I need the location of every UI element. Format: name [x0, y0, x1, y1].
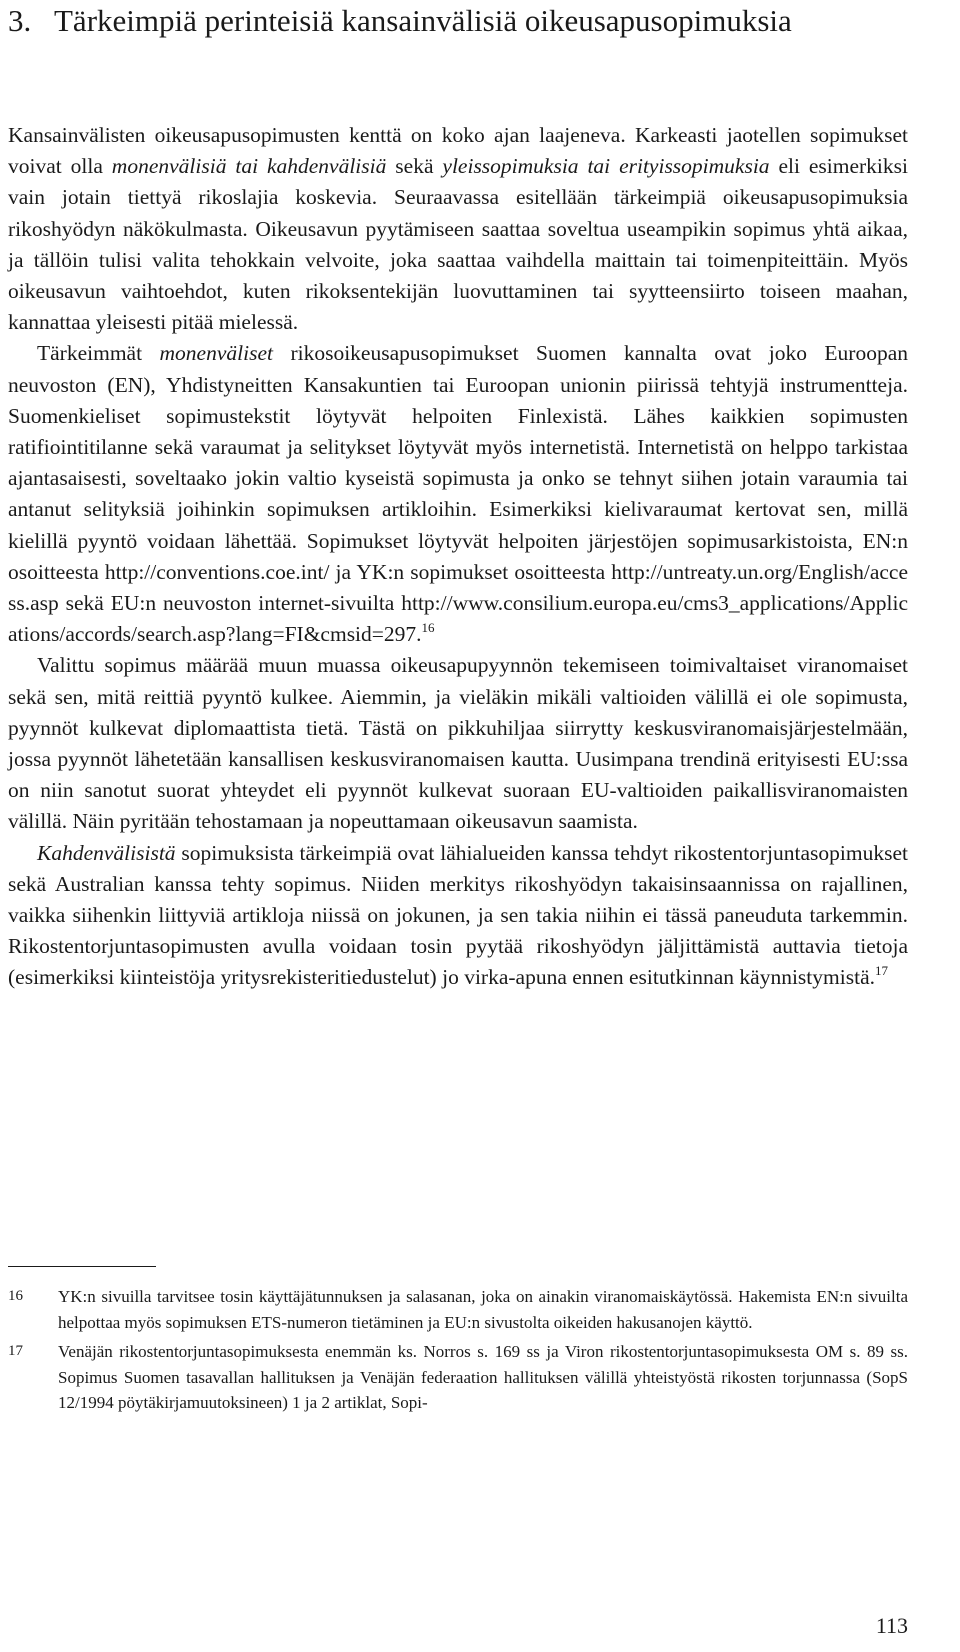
footnote-text: YK:n sivuilla tarvitsee tosin käyttäjätunnuksen ja salasanan, joka on ainakin viranomaiskäytössä. Hakemista EN:n sivuilta helpottaa myös sopimuksen ETS-numeron tietäminen ja EU:n sivustolta oikeiden hakusanojen käyttö. — [58, 1287, 908, 1332]
paragraph-2-text-a: Tärkeimmät — [37, 341, 160, 366]
body-text — [8, 120, 908, 994]
paragraph-1-text-b: sekä — [386, 154, 443, 179]
footnote-text: Venäjän rikostentorjuntasopimuksesta enemmän ks. Norros s. 169 ss ja Viron rikostentorjuntasopimuksesta OM s. 89 ss. Sopimus Suomen tasavallan hallituksen ja Venäjän federaation hallituksen välillä yhteistyöstä rikosten torjunnassa (SopS 12/1994 pöytäkirjamuutoksineen) 1 ja 2 artiklat, Sopi- — [58, 1342, 908, 1412]
footnote-number: 16 — [8, 1288, 23, 1304]
paragraph-3: Valittu sopimus määrää muun muassa oikeusapupyynnön tekemiseen toimivaltaiset viranomaiset sekä sen, mitä reittiä pyyntö kulkee. Aiemmin, ja vieläkin mikäli valtioiden välillä ei ole sopimusta, pyynnöt kulkevat diplomaattista tietä. Tästä on pikkuhiljaa siirrytty keskusviranomaisjärjestelmään, jossa pyynnöt lähetetään kansallisen keskusviranomaisen kautta. Uusimpana trendinä erityisesti EU:ssa on niin sanotut suorat yhteydet eli pyynnöt kulkevat suoraan EU-valtioiden paikallisviranomaisten välillä. Näin pyritään tehostamaan ja nopeuttamaan oikeusavun saamista. — [8, 653, 908, 834]
paragraph-2-text-b: rikosoikeusapusopimukset Suomen kannalta ovat joko Euroopan neuvoston (EN), Yhdistyneitten Kansakuntien tai Euroopan unionin piirissä tehtyjä instrumentteja. Suomenkieliset sopimustekstit löytyvät helpoiten Finlexistä. Lähes kaikkien sopimusten ratifiointitilanne sekä varaumat ja selitykset löytyvät myös internetistä. Internetistä on helppo tarkistaa ajantasaisesti, soveltaako jokin valtio kyseistä sopimusta ja onko se tehnyt siihen jotain varaumia tai antanut selityksiä joihinkin sopimuksen artikloihin. Esimerkiksi kielivaraumat kertovat sen, millä kielillä pyyntö voidaan lähettää. Sopimukset löytyvät helpoiten järjestöjen sopimusarkistoista, EN:n osoitteesta — [8, 341, 908, 584]
page-number: 113 — [875, 1613, 908, 1638]
paragraph-1-text-c: eli esimerkiksi vain jotain tiettyä rikoslajia koskevia. Seuraavassa esitellään tärkeimpiä oikeusapusopimuksia rikoshyödyn näkökulmasta. Oikeusavun pyytämiseen saattaa soveltua useampikin sopimus yhtä aikaa, ja tällöin tulisi valita tehokkain velvoite, joka saattaa vaihdella maittain tai toimenpiteittäin. Myös oikeusavun vaihtoehdot, kuten rikoksentekijän luovuttaminen tai syytteensiirto toiseen maahan, kannattaa yleisesti pitää mielessä. — [8, 154, 908, 335]
footnote-number: 17 — [8, 1343, 23, 1359]
paragraph-1 — [8, 120, 908, 338]
footnote-16 — [8, 1284, 908, 1335]
paragraph-4 — [8, 838, 908, 994]
paragraph-2-text-c: ja YK:n sopimukset osoitteesta — [329, 559, 612, 584]
url-coe: http://conventions.coe.int/ — [104, 559, 330, 584]
section-heading — [8, 2, 908, 40]
paragraph-2-text-d: sekä EU:n neuvoston internet-sivuilta — [58, 591, 402, 616]
footnote-divider — [8, 1266, 156, 1267]
paragraph-4-text: sopimuksista tärkeimpiä ovat lähialueiden kanssa tehdyt rikostentorjuntasopimukset sekä Australian kanssa tehty sopimus. Niiden merkitys rikoshyödyn takaisinsaannissa on rajallinen, vaikka siihenkin liittyviä artikloja niissä on jokunen, ja sen takia niihin ei tässä paneuduta tarkemmin. Rikostentorjuntasopimusten avulla voidaan tosin pyytää rikoshyödyn jäljittämistä auttavia tietoja (esimerkiksi kiinteistöja yritysrekisteritiedustelut) jo virka-apuna ennen esitutkinnan käynnistymistä. — [8, 840, 908, 990]
paragraph-1-text-a: Kansainvälisten oikeusapusopimusten kenttä on koko ajan laajeneva. Karkeasti jaotellen sopimukset voivat olla — [8, 123, 908, 179]
footnote-ref-16: 16 — [421, 620, 435, 636]
paragraph-2-emphasis: monenväliset — [159, 341, 273, 366]
footnote-17 — [8, 1339, 908, 1416]
footnotes — [8, 1284, 908, 1420]
paragraph-4-emphasis: Kahdenvälisistä — [37, 840, 176, 865]
url-untreaty: http://untreaty.un.org/English/access.asp — [8, 559, 908, 616]
paragraph-1-emphasis-b: yleissopimuksia tai erityissopimuksia — [442, 154, 770, 179]
section-title: Tärkeimpiä perinteisiä kansainvälisiä oikeusapusopimuksia — [54, 3, 792, 38]
url-consilium: http://www.consilium.europa.eu/cms3_applications/Applications/accords/search.asp?lang=FI&cmsid=297. — [8, 591, 908, 647]
paragraph-2 — [8, 338, 908, 650]
paragraph-1-emphasis-a: monenvälisiä tai kahdenvälisiä — [111, 154, 387, 179]
footnote-ref-17: 17 — [874, 963, 888, 979]
section-number: 3. — [8, 3, 32, 38]
